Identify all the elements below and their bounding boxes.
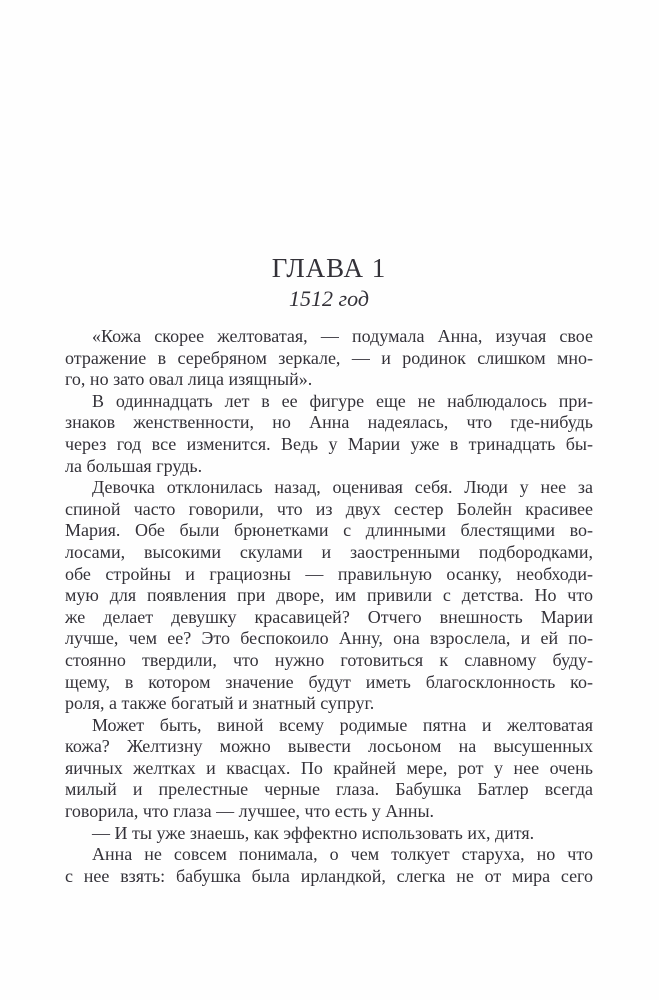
text-line: роля, а также богатый и знатный супруг. — [65, 693, 375, 714]
text-line: — И ты уже знаешь, как эффектно использовать их, дитя. — [92, 822, 535, 843]
text-line: отражение в серебряном зеркале, — и родинок слишком мно- — [65, 347, 593, 368]
text-line: мую для появления при дворе, им привили с детства. Но что — [65, 585, 593, 606]
paragraph — [65, 391, 593, 477]
text-line: Анна не совсем понимала, о чем толкует старуха, но что — [92, 844, 593, 865]
chapter-heading — [65, 253, 593, 311]
chapter-body — [65, 326, 593, 887]
paragraph — [65, 715, 593, 823]
text-line: го, но зато овал лица изящный». — [65, 369, 313, 390]
text-line: с нее взять: бабушка была ирландкой, слегка не от мира сего — [65, 865, 593, 886]
text-line: ла большая грудь. — [65, 455, 203, 476]
text-line: «Кожа скорее желтоватая, — подумала Анна, изучая свое — [92, 326, 593, 346]
text-line: стоянно твердили, что нужно готовиться к славному буду- — [65, 649, 593, 670]
text-line: щему, в котором значение будут иметь благосклонность ко- — [65, 671, 593, 692]
text-line: Мария. Обе были брюнетками с длинными блестящими во- — [65, 520, 593, 541]
text-line: говорила, что глаза — лучшее, что есть у Анны. — [65, 801, 435, 822]
text-line: обе стройны и грациозны — правильную осанку, необходи- — [65, 563, 593, 584]
paragraph — [65, 823, 593, 845]
text-line: В одиннадцать лет в ее фигуре еще не наблюдалось при- — [92, 390, 593, 411]
text-line: спиной часто говорили, что из двух сестер Болейн красивее — [65, 498, 593, 519]
text-line: знаков женственности, но Анна надеялась, что где-нибудь — [65, 412, 593, 433]
chapter-subtitle: 1512 год — [289, 286, 369, 311]
text-line: лосами, высокими скулами и заостренными подбородками, — [65, 541, 593, 562]
paragraph — [65, 326, 593, 391]
text-line: кожа? Желтизну можно вывести лосьоном на высушенных — [65, 736, 593, 757]
text-line: яичных желтках и квасцах. По крайней мере, рот у нее очень — [65, 757, 593, 778]
text-line: лучше, чем ее? Это беспокоило Анну, она взрослела, и ей по- — [65, 628, 593, 649]
text-line: Девочка отклонилась назад, оценивая себя. Люди у нее за — [92, 477, 593, 498]
text-line: через год все изменится. Ведь у Марии уже в тринадцать бы- — [65, 433, 593, 454]
chapter-title: ГЛАВА 1 — [271, 253, 387, 283]
text-line: Может быть, виной всему родимые пятна и желтоватая — [92, 714, 593, 735]
text-line: милый и прелестные черные глаза. Бабушка Батлер всегда — [65, 779, 593, 800]
paragraph — [65, 844, 593, 887]
paragraph — [65, 477, 593, 715]
text-line: же делает девушку красавицей? Отчего внешность Марии — [65, 606, 593, 627]
